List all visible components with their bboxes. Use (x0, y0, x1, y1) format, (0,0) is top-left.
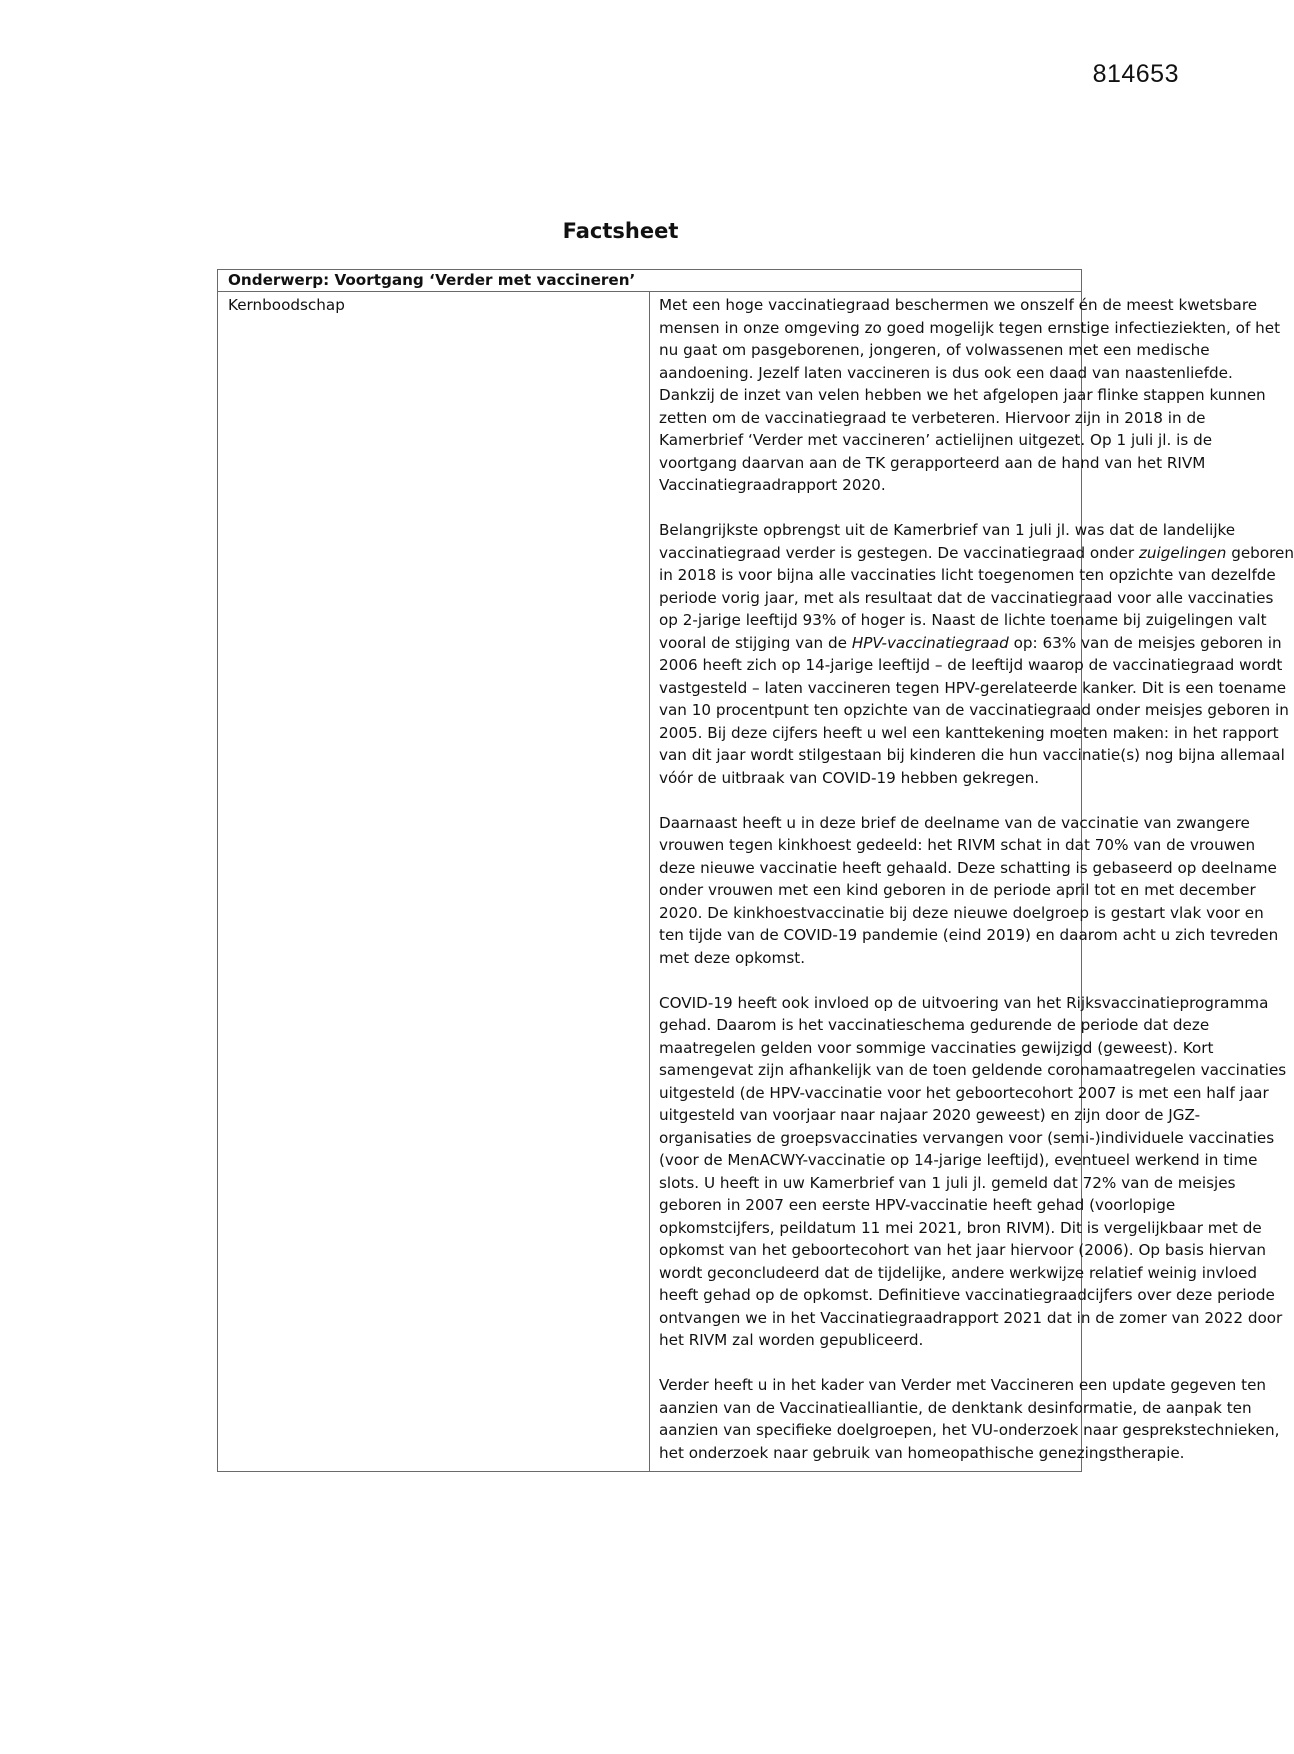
text-segment: ontvangen we in het Vaccinatiegraadrapport 2021 dat in de zomer van 2022 door (659, 1308, 1283, 1327)
body-paragraph (659, 519, 1294, 789)
text-segment: vooral de stijging van de (659, 633, 852, 652)
text-line (659, 1262, 1258, 1285)
text-line (659, 879, 1256, 902)
italic-term: HPV-vaccinatiegraad (851, 633, 1009, 652)
text-segment: geboren in 2007 een eerste HPV-vaccinatie heeft gehad (voorlopige (659, 1196, 1176, 1214)
text-segment: Kamerbrief ‘Verder met vaccineren’ actielijnen uitgezet. Op 1 juli jl. is de (659, 431, 1213, 449)
text-segment: vaccinatiegraad verder is gestegen. De vaccinatiegraad onder (659, 543, 1139, 562)
text-line (659, 1059, 1287, 1082)
text-segment: slots. U heeft in uw Kamerbrief van 1 juli jl. gemeld dat 72% van de meisjes (659, 1173, 1236, 1192)
text-line (659, 1284, 1275, 1307)
text-segment: Daarnaast heeft u in deze brief de deelname van de vaccinatie van zwangere (659, 813, 1250, 832)
text-segment: Dankzij de inzet van velen hebben we het afgelopen jaar flinke stappen kunnen (659, 386, 1266, 404)
text-line (659, 1329, 1071, 1352)
text-line (659, 992, 1269, 1015)
text-line (659, 474, 1071, 497)
text-segment: van 10 procentpunt ten opzichte van de vaccinatiegraad onder meisjes geboren in (659, 701, 1289, 719)
text-segment: nu gaat om pasgeborenen, jongeren, of volwassenen met een medische (659, 341, 1210, 359)
text-segment: het onderzoek naar gebruik van homeopathische genezingstherapie. (659, 1443, 1185, 1462)
text-line (659, 1172, 1236, 1195)
text-line (659, 429, 1213, 452)
text-segment: maatregelen gelden voor sommige vaccinaties gewijzigd (geweest). Kort (659, 1038, 1214, 1057)
body-paragraph (659, 812, 1279, 970)
text-line (659, 834, 1256, 857)
text-line (659, 812, 1250, 835)
subject-heading: Onderwerp: Voortgang ‘Verder met vaccineren’ (218, 270, 1082, 292)
text-line (659, 924, 1279, 947)
text-line (659, 587, 1274, 610)
text-segment: geboren (1226, 543, 1294, 562)
text-segment: in 2018 is voor bijna alle vaccinaties licht toegenomen ten opzichte van dezelfde (659, 566, 1276, 584)
text-line (659, 654, 1283, 677)
text-segment: samengevat zijn afhankelijk van de toen geldende coronamaatregelen vaccinaties (659, 1061, 1287, 1079)
text-line (659, 699, 1289, 722)
text-line (659, 1037, 1214, 1060)
text-line (659, 1104, 1201, 1127)
text-line (659, 1082, 1269, 1105)
text-segment: het RIVM zal worden gepubliceerd. (659, 1331, 924, 1349)
text-segment: Vaccinatiegraadrapport 2020. (659, 476, 886, 494)
text-segment: Verder heeft u in het kader van Verder met Vaccineren een update gegeven ten (659, 1376, 1267, 1394)
text-segment: organisaties de groepsvaccinaties vervangen voor (semi-)individuele vaccinaties (659, 1128, 1275, 1147)
text-segment: aandoening. Jezelf laten vaccineren is dus ook een daad van naastenliefde. (659, 363, 1233, 382)
text-segment: wordt geconcludeerd dat de tijdelijke, andere werkwijze relatief weinig invloed (659, 1263, 1258, 1282)
italic-term: zuigelingen (1138, 543, 1227, 562)
text-line (659, 542, 1294, 565)
text-line (659, 1374, 1267, 1397)
text-segment: voortgang daarvan aan de TK gerapporteerd aan de hand van het RIVM (659, 453, 1206, 472)
body-paragraph (659, 992, 1287, 1352)
text-segment: vóór de uitbraak van COVID-19 hebben gekregen. (659, 768, 1040, 787)
text-line (659, 1307, 1283, 1330)
text-line (659, 1014, 1210, 1037)
text-line (659, 722, 1279, 745)
text-line (659, 1127, 1275, 1150)
text-segment: gehad. Daarom is het vaccinatieschema gedurende de periode dat deze (659, 1016, 1210, 1034)
text-line (659, 947, 1071, 970)
page-title: Factsheet (562, 219, 679, 243)
text-segment: op: 63% van de meisjes geboren in (1008, 633, 1282, 652)
text-segment: periode vorig jaar, met als resultaat dat de vaccinatiegraad voor alle vaccinaties (659, 588, 1274, 607)
text-segment: uitgesteld van voorjaar naar najaar 2020 geweest) en zijn door de JGZ- (659, 1106, 1201, 1124)
text-line (659, 362, 1233, 385)
text-segment: 2020. De kinkhoestvaccinatie bij deze nieuwe doelgroep is gestart vlak voor en (659, 903, 1264, 922)
body-paragraph (659, 1374, 1280, 1464)
text-line (659, 1442, 1185, 1465)
text-segment: deze nieuwe vaccinatie heeft gehaald. Deze schatting is gebaseerd op deelname (659, 858, 1277, 877)
text-line (659, 294, 1258, 317)
text-line (659, 609, 1267, 632)
text-line (659, 744, 1285, 767)
text-line (659, 677, 1287, 700)
factsheet-table (217, 269, 1294, 1472)
text-segment: opkomstcijfers, peildatum 11 mei 2021, bron RIVM). Dit is vergelijkbaar met de (659, 1218, 1262, 1237)
text-segment: uitgesteld (de HPV-vaccinatie voor het geboortecohort 2007 is met een half jaar (659, 1083, 1269, 1102)
text-line (659, 1239, 1267, 1262)
document-number: 814653 (1092, 60, 1179, 88)
text-line (659, 452, 1206, 475)
subject-row (218, 270, 1082, 292)
text-segment: heeft gehad op de opkomst. Definitieve vaccinatiegraadcijfers over deze periode (659, 1286, 1275, 1304)
row-label: Kernboodschap (218, 292, 650, 1472)
text-line (659, 1217, 1262, 1240)
text-segment: aanzien van de Vaccinatiealliantie, de denktank desinformatie, de aanpak ten (659, 1398, 1252, 1417)
text-segment: mensen in onze omgeving zo goed mogelijk tegen ernstige infectieziekten, of het (659, 318, 1281, 337)
text-line (659, 317, 1281, 340)
text-line (659, 632, 1282, 655)
text-segment: vrouwen tegen kinkhoest gedeeld: het RIVM schat in dat 70% van de vrouwen (659, 836, 1256, 854)
text-segment: op 2-jarige leeftijd 93% of hoger is. Naast de lichte toename bij zuigelingen valt (659, 611, 1267, 629)
text-line (659, 857, 1277, 880)
text-segment: Met een hoge vaccinatiegraad beschermen we onszelf én de meest kwetsbare (659, 296, 1258, 314)
text-segment: van dit jaar wordt stilgestaan bij kinderen die hun vaccinatie(s) nog bijna allemaal (659, 746, 1285, 764)
text-line (659, 407, 1206, 430)
text-segment: 2005. Bij deze cijfers heeft u wel een kanttekening moeten maken: in het rapport (659, 723, 1279, 742)
text-line (659, 1397, 1252, 1420)
core-message-body (650, 292, 1294, 1472)
content-row (218, 292, 1082, 1472)
text-segment: aanzien van specifieke doelgroepen, het VU-onderzoek naar gesprekstechnieken, (659, 1421, 1280, 1439)
text-line (659, 339, 1210, 362)
text-segment: vastgesteld – laten vaccineren tegen HPV-gerelateerde kanker. Dit is een toename (659, 678, 1287, 697)
text-segment: onder vrouwen met een kind geboren in de periode april tot en met december (659, 881, 1256, 899)
text-segment: met deze opkomst. (659, 948, 806, 967)
text-line (659, 519, 1236, 542)
text-segment: 2006 heeft zich op 14-jarige leeftijd – de leeftijd waarop de vaccinatiegraad wordt (659, 656, 1283, 674)
body-paragraph (659, 294, 1281, 497)
text-line (659, 1419, 1280, 1442)
text-segment: COVID-19 heeft ook invloed op de uitvoering van het Rijksvaccinatieprogramma (659, 993, 1269, 1012)
paragraph-container (659, 294, 1294, 1464)
text-segment: (voor de MenACWY-vaccinatie op 14-jarige leeftijd), eventueel werkend in time (659, 1151, 1258, 1169)
text-line (659, 767, 1071, 790)
text-line (659, 384, 1266, 407)
text-line (659, 1149, 1258, 1172)
text-line (659, 902, 1264, 925)
text-segment: opkomst van het geboortecohort van het jaar hiervoor (2006). Op basis hiervan (659, 1241, 1267, 1259)
text-line (659, 564, 1276, 587)
text-segment: Belangrijkste opbrengst uit de Kamerbrief van 1 juli jl. was dat de landelijke (659, 521, 1236, 539)
text-line (659, 1194, 1176, 1217)
text-segment: zetten om de vaccinatiegraad te verbeteren. Hiervoor zijn in 2018 in de (659, 408, 1206, 427)
text-segment: ten tijde van de COVID-19 pandemie (eind 2019) en daarom acht u zich tevreden (659, 926, 1279, 944)
